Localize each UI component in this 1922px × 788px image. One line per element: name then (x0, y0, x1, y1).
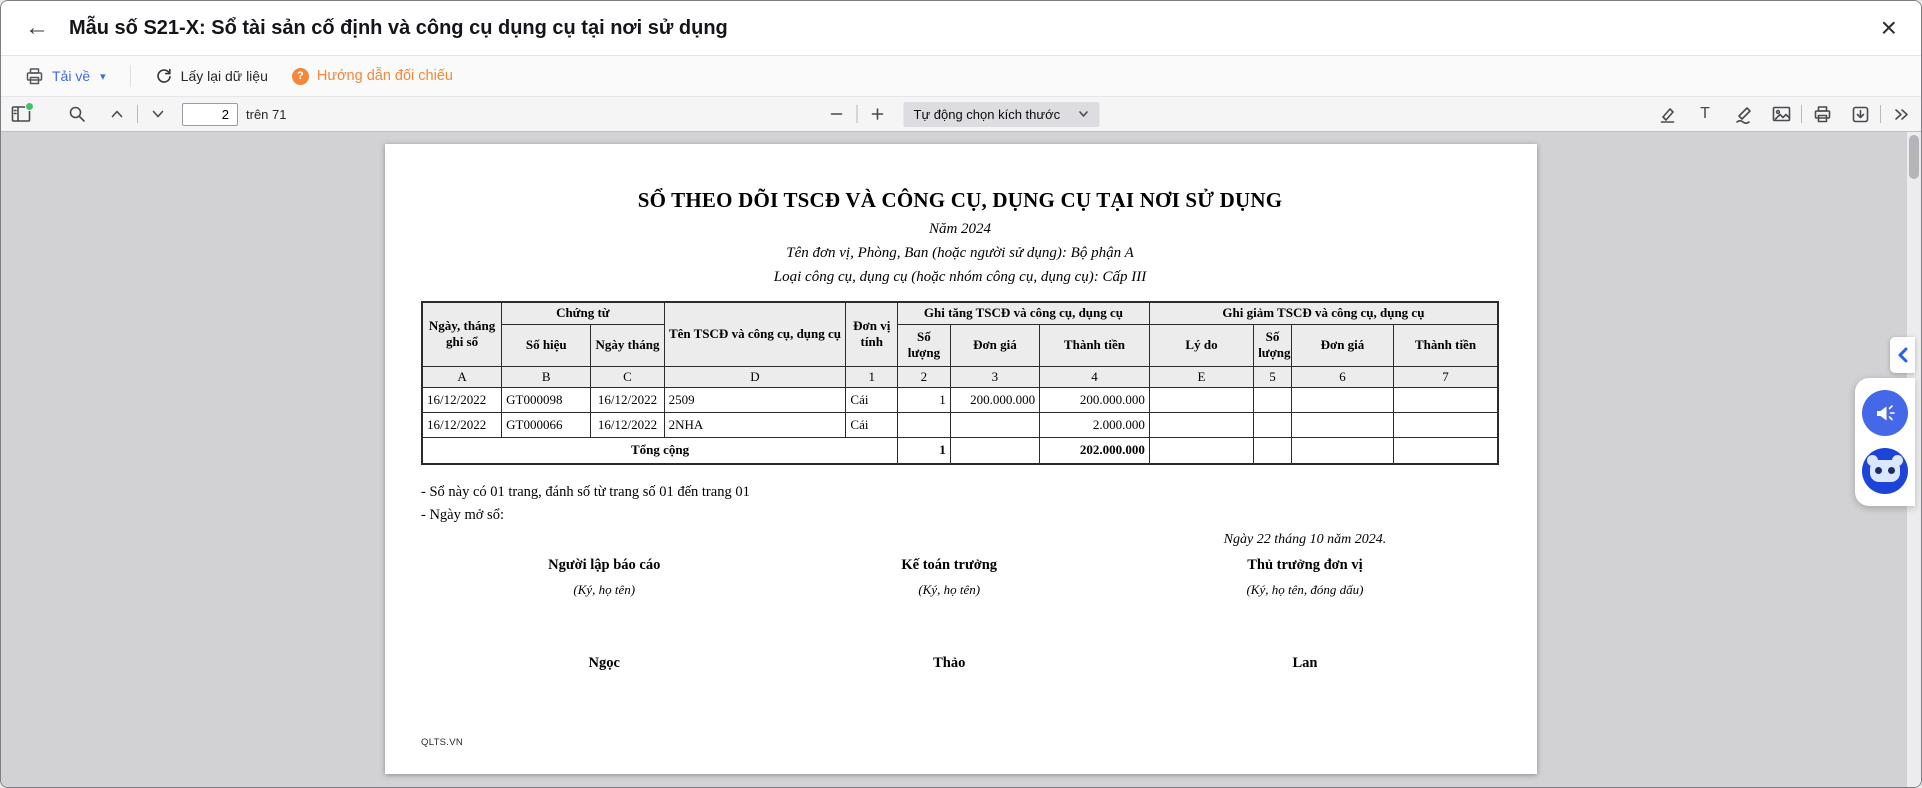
col-header-increase: Ghi tăng TSCĐ và công cụ, dụng cụ (898, 302, 1150, 324)
col-header-name: Tên TSCĐ và công cụ, dụng cụ (664, 302, 846, 366)
zoom-out-button[interactable] (823, 101, 851, 127)
pdf-tools (1653, 101, 1915, 127)
download-button[interactable] (25, 67, 106, 86)
signature-note: (Ký, họ tên) (573, 582, 636, 597)
more-tools-button[interactable] (1887, 101, 1915, 127)
zoom-mode-select[interactable] (904, 102, 1100, 127)
chevron-left-icon (1896, 347, 1910, 363)
col-header-unit: Đơn vị tính (846, 302, 898, 366)
refresh-label: Lấy lại dữ liệu (180, 68, 268, 84)
assistant-widget-panel (1855, 378, 1915, 506)
highlight-tool-button[interactable] (1653, 101, 1681, 127)
guide-button[interactable] (292, 68, 453, 85)
signature-name: Ngọc (588, 655, 620, 671)
chevron-down-icon[interactable]: ▾ (100, 70, 106, 83)
search-button[interactable] (63, 101, 91, 127)
signature-column (1111, 553, 1499, 672)
download-label: Tải về (52, 68, 91, 84)
signature-title: Thủ trưởng đơn vị (1247, 557, 1363, 573)
zoom-controls (823, 101, 1100, 127)
refresh-icon (155, 67, 173, 85)
question-icon: ? (292, 68, 309, 85)
collapse-panel-button[interactable] (1890, 337, 1915, 373)
document-page (385, 144, 1537, 774)
col-header-voucher-date: Ngày tháng (591, 324, 664, 366)
notification-dot (25, 102, 34, 111)
draw-tool-button[interactable] (1729, 101, 1757, 127)
signature-date-row (421, 532, 1499, 548)
zoom-mode-value: Tự động chọn kích thước (913, 106, 1061, 122)
page-number-input[interactable] (182, 103, 238, 126)
signature-date: Ngày 22 tháng 10 năm 2024. (1223, 532, 1387, 547)
toolbar-divider (130, 65, 131, 87)
note-line: - Sổ này có 01 trang, đánh số từ trang số 01 đến trang 01 (421, 484, 750, 500)
next-page-button[interactable] (144, 101, 172, 127)
panda-bot-icon (1870, 460, 1900, 482)
page-title: Mẫu số S21-X: Sổ tài sản cố định và công cụ dụng cụ tại nơi sử dụng (69, 16, 728, 39)
signature-column (421, 553, 788, 672)
previous-page-button[interactable] (103, 101, 131, 127)
total-label: Tổng cộng (422, 437, 898, 464)
signature-name: Lan (1292, 655, 1318, 671)
signature-title: Kế toán trưởng (901, 557, 998, 573)
signature-title: Người lập báo cáo (548, 557, 661, 573)
printer-icon (25, 67, 44, 86)
save-button[interactable] (1846, 101, 1874, 127)
signature-column (788, 553, 1111, 672)
action-toolbar (1, 56, 1921, 97)
image-tool-button[interactable] (1767, 101, 1795, 127)
col-header-price-dec: Đơn giá (1291, 324, 1393, 366)
chatbot-button[interactable] (1862, 448, 1908, 494)
text-tool-button[interactable] (1691, 101, 1719, 127)
col-header-amount-inc: Thành tiền (1040, 324, 1150, 366)
print-button[interactable] (1808, 101, 1836, 127)
col-header-voucher: Chứng từ (502, 302, 664, 324)
toolbar-divider (1801, 105, 1802, 123)
close-button[interactable]: × (1880, 12, 1897, 43)
refresh-data-button[interactable] (155, 67, 268, 85)
brand-watermark: QLTS.VN (421, 737, 464, 748)
text-tool-icon: T (1700, 105, 1710, 122)
zoom-in-button[interactable] (864, 101, 892, 127)
col-header-voucher-no: Số hiệu (502, 324, 591, 366)
sidebar-toggle-button[interactable] (7, 101, 35, 127)
col-header-decrease: Ghi giảm TSCĐ và công cụ, dụng cụ (1149, 302, 1498, 324)
col-header-qty-dec: Số lượng (1254, 324, 1292, 366)
toolbar-divider (857, 105, 858, 123)
signature-name: Thảo (933, 655, 966, 671)
back-button[interactable]: ← (25, 14, 49, 41)
col-header-price-inc: Đơn giá (950, 324, 1039, 366)
document-year-line: Năm 2024 (928, 221, 992, 237)
signature-block (421, 553, 1499, 672)
document-unit-line: Tên đơn vị, Phòng, Ban (hoặc người sử dụng): Bộ phận A (786, 245, 1134, 261)
document-notes (421, 481, 1499, 527)
pdf-toolbar (1, 97, 1921, 132)
toolbar-divider (137, 105, 138, 123)
signature-note: (Ký, họ tên) (918, 582, 981, 597)
table-total-row: Tổng cộng 1 202.000.000 (422, 437, 1498, 464)
column-letter-row: A B C D 1 2 3 4 E 5 6 7 (422, 366, 1498, 387)
col-header-reason: Lý do (1149, 324, 1253, 366)
megaphone-icon (1873, 401, 1897, 425)
guide-label: Hướng dẫn đối chiếu (316, 68, 453, 84)
col-header-amount-dec: Thành tiền (1394, 324, 1498, 366)
document-type-line: Loại công cụ, dụng cụ (hoặc nhóm công cụ, dụng cụ): Cấp III (773, 269, 1147, 285)
scrollbar-thumb[interactable] (1909, 135, 1919, 179)
pdf-viewer (1, 132, 1921, 788)
asset-table (421, 301, 1499, 465)
table-row: 16/12/2022 GT000098 16/12/2022 2509 Cái 1 200.000.000 200.000.000 (422, 387, 1498, 412)
titlebar (1, 1, 1921, 56)
col-header-qty-inc: Số lượng (898, 324, 951, 366)
col-header-date: Ngày, tháng ghi sổ (422, 302, 502, 366)
signature-note: (Ký, họ tên, đóng dấu) (1246, 582, 1364, 597)
announcements-button[interactable] (1862, 390, 1908, 436)
table-row: 16/12/2022 GT000066 16/12/2022 2NHA Cái 2.000.000 (422, 412, 1498, 437)
toolbar-divider (1880, 105, 1881, 123)
document-title: SỔ THEO DÕI TSCĐ VÀ CÔNG CỤ, DỤNG CỤ TẠI NƠI SỬ DỤNG (637, 188, 1283, 212)
note-line: - Ngày mở sổ: (421, 507, 504, 523)
page-count-label: trên 71 (246, 106, 287, 122)
